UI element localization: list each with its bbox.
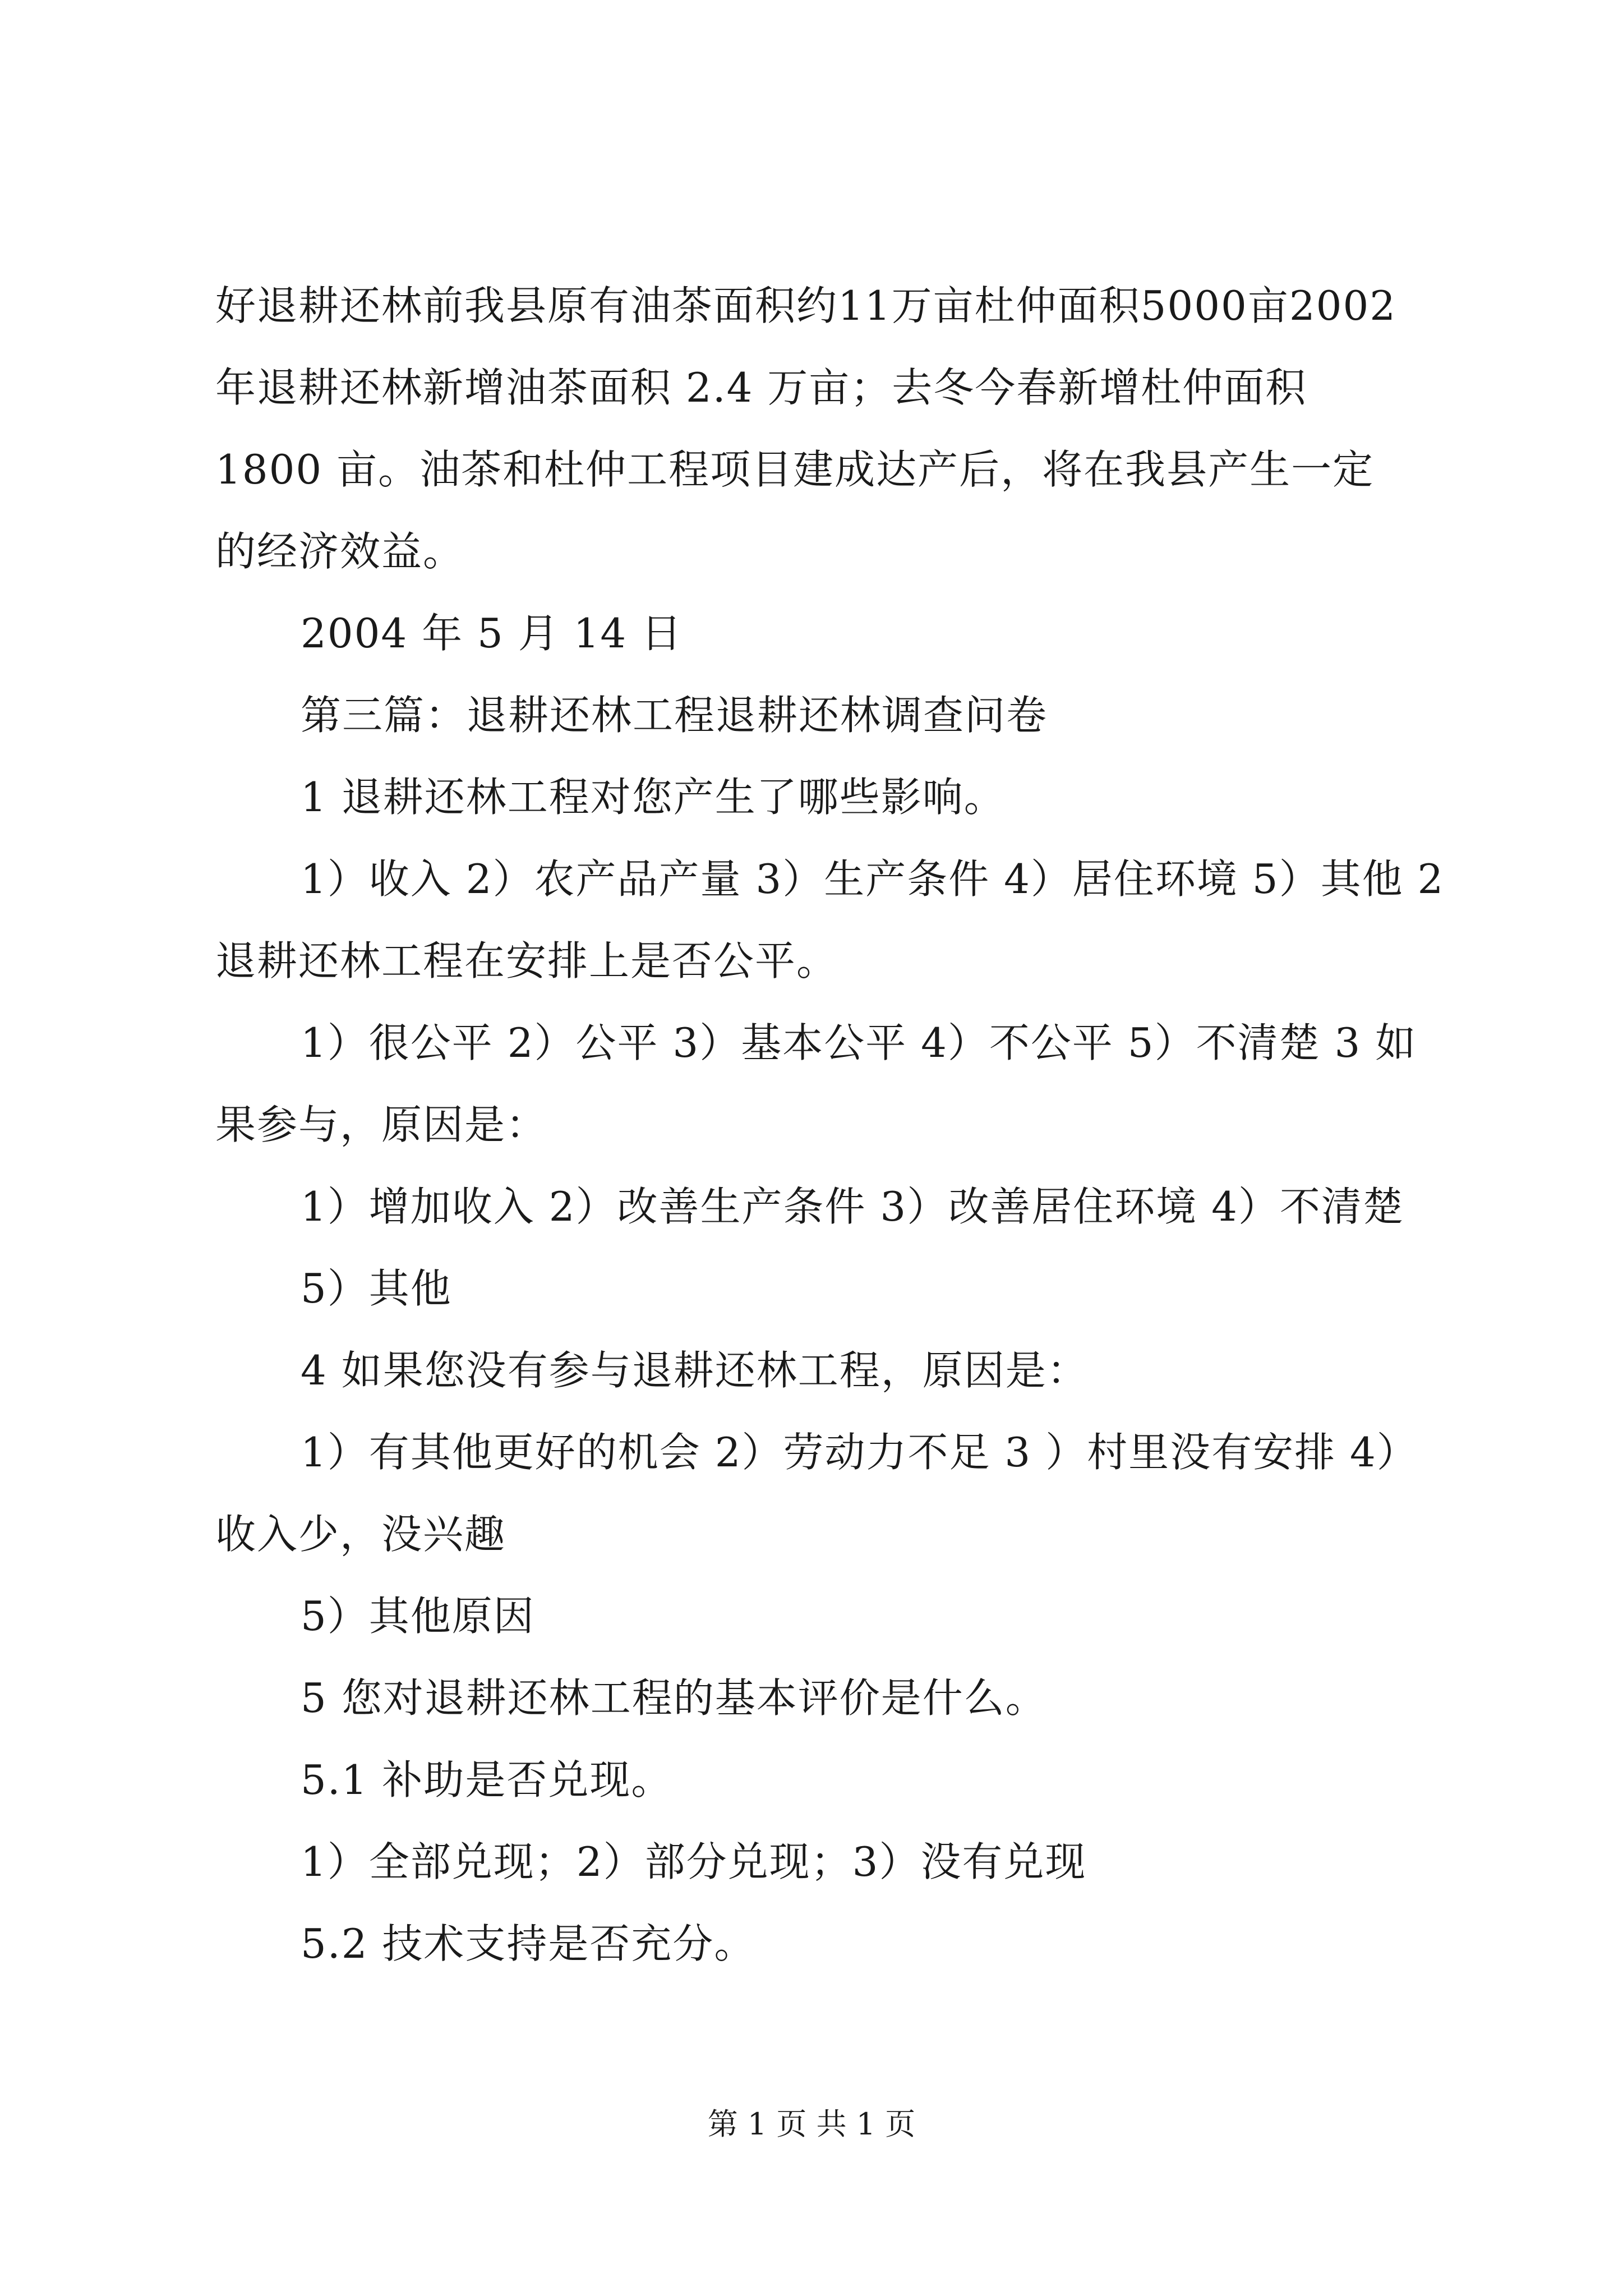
document-body xyxy=(215,265,1445,1985)
page-number-label: 第 1 页 共 1 页 xyxy=(707,2106,916,2142)
page-footer xyxy=(0,2105,1623,2144)
question-4: 4 如果您没有参与退耕还林工程，原因是： xyxy=(301,1347,1089,1394)
question-5-1-options: 1）全部兑现；2）部分兑现；3）没有兑现 xyxy=(301,1838,1087,1885)
question-3-options: 1）增加收入 2）改善生产条件 3）改善居住环境 4）不清楚 xyxy=(301,1183,1404,1230)
question-4-options-other: 5）其他原因 xyxy=(301,1593,535,1640)
question-5: 5 您对退耕还林工程的基本评价是什么。 xyxy=(301,1674,1047,1722)
text-line-4: 的经济效益。 xyxy=(215,528,465,575)
question-4-options-cont: 收入少，没兴趣 xyxy=(215,1511,506,1558)
section-heading: 第三篇：退耕还林工程退耕还林调查问卷 xyxy=(301,692,1048,739)
question-5-1: 5.1 补助是否兑现。 xyxy=(301,1756,673,1803)
text-line-3: 1800 亩。油茶和杜仲工程项目建成达产后，将在我县产生一定 xyxy=(215,446,1375,493)
question-5-2: 5.2 技术支持是否充分。 xyxy=(301,1920,756,1967)
question-2-options: 1）很公平 2）公平 3）基本公平 4）不公平 5）不清楚 3 如 xyxy=(301,1019,1417,1066)
question-3-options-cont: 5）其他 xyxy=(301,1265,452,1312)
question-2: 退耕还林工程在安排上是否公平。 xyxy=(215,937,838,984)
date-line: 2004 年 5 月 14 日 xyxy=(301,610,683,657)
question-3: 果参与，原因是： xyxy=(215,1101,548,1148)
question-1: 1 退耕还林工程对您产生了哪些影响。 xyxy=(301,774,1006,821)
question-1-options: 1）收入 2）农产品产量 3）生产条件 4）居住环境 5）其他 2 xyxy=(301,855,1445,903)
text-line-1: 好退耕还林前我县原有油茶面积约11万亩杜仲面积5000亩2002 xyxy=(215,282,1397,329)
question-4-options: 1）有其他更好的机会 2）劳动力不足 3 ）村里没有安排 4） xyxy=(301,1429,1418,1476)
text-line-2: 年退耕还林新增油茶面积 2.4 万亩；去冬今春新增杜仲面积 xyxy=(215,364,1307,411)
